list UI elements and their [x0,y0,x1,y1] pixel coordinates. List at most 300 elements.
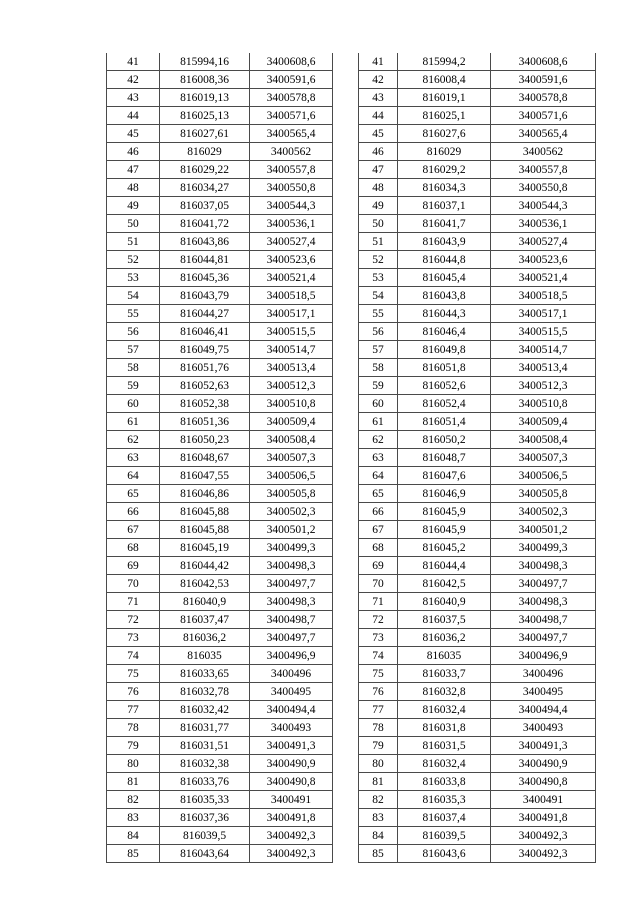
x-coordinate-cell: 816052,38 [160,395,250,413]
y-coordinate-cell: 3400578,8 [250,89,333,107]
point-number-cell: 45 [359,125,398,143]
left-table-row [107,665,333,683]
left-table-row [107,701,333,719]
x-coordinate-cell: 816031,8 [398,719,491,737]
right-table-row [359,809,596,827]
y-coordinate-cell: 3400562 [250,143,333,161]
left-table-row [107,629,333,647]
right-table-row [359,791,596,809]
y-coordinate-cell: 3400491,8 [250,809,333,827]
x-coordinate-cell: 816044,4 [398,557,491,575]
x-coordinate-cell: 816040,9 [398,593,491,611]
left-table-row [107,827,333,845]
y-coordinate-cell: 3400490,8 [491,773,596,791]
y-coordinate-cell: 3400544,3 [491,197,596,215]
right-table-row [359,413,596,431]
y-coordinate-cell: 3400496,9 [250,647,333,665]
right-table-row [359,215,596,233]
x-coordinate-cell: 816032,38 [160,755,250,773]
x-coordinate-cell: 816045,9 [398,503,491,521]
point-number-cell: 48 [359,179,398,197]
point-number-cell: 53 [107,269,160,287]
x-coordinate-cell: 816033,8 [398,773,491,791]
x-coordinate-cell: 816043,86 [160,233,250,251]
left-table-row [107,395,333,413]
y-coordinate-cell: 3400518,5 [250,287,333,305]
point-number-cell: 51 [107,233,160,251]
point-number-cell: 72 [359,611,398,629]
left-table-row [107,449,333,467]
right-table-row [359,269,596,287]
x-coordinate-cell: 816047,6 [398,467,491,485]
y-coordinate-cell: 3400571,6 [250,107,333,125]
y-coordinate-cell: 3400501,2 [491,521,596,539]
point-number-cell: 46 [359,143,398,161]
point-number-cell: 66 [359,503,398,521]
left-table-row [107,773,333,791]
left-table-row [107,53,333,71]
y-coordinate-cell: 3400523,6 [250,251,333,269]
y-coordinate-cell: 3400513,4 [491,359,596,377]
x-coordinate-cell: 816032,8 [398,683,491,701]
y-coordinate-cell: 3400544,3 [250,197,333,215]
x-coordinate-cell: 816025,13 [160,107,250,125]
y-coordinate-cell: 3400536,1 [250,215,333,233]
point-number-cell: 50 [359,215,398,233]
right-table-row [359,449,596,467]
right-table-row [359,575,596,593]
point-number-cell: 69 [359,557,398,575]
y-coordinate-cell: 3400490,9 [250,755,333,773]
point-number-cell: 45 [107,125,160,143]
left-table-row [107,89,333,107]
y-coordinate-cell: 3400517,1 [250,305,333,323]
y-coordinate-cell: 3400527,4 [250,233,333,251]
x-coordinate-cell: 816029 [398,143,491,161]
x-coordinate-cell: 816045,19 [160,539,250,557]
right-table-row [359,161,596,179]
point-number-cell: 78 [359,719,398,737]
left-table-row [107,287,333,305]
right-table-row [359,305,596,323]
left-table-row [107,179,333,197]
point-number-cell: 57 [107,341,160,359]
y-coordinate-cell: 3400497,7 [250,575,333,593]
y-coordinate-cell: 3400505,8 [491,485,596,503]
y-coordinate-cell: 3400550,8 [491,179,596,197]
point-number-cell: 52 [107,251,160,269]
y-coordinate-cell: 3400608,6 [250,53,333,71]
left-table-row [107,521,333,539]
y-coordinate-cell: 3400510,8 [491,395,596,413]
x-coordinate-cell: 816027,61 [160,125,250,143]
point-number-cell: 74 [359,647,398,665]
x-coordinate-cell: 816045,88 [160,503,250,521]
point-number-cell: 70 [107,575,160,593]
y-coordinate-cell: 3400571,6 [491,107,596,125]
point-number-cell: 82 [359,791,398,809]
x-coordinate-cell: 816045,88 [160,521,250,539]
x-coordinate-cell: 816046,4 [398,323,491,341]
x-coordinate-cell: 816032,78 [160,683,250,701]
point-number-cell: 54 [107,287,160,305]
point-number-cell: 49 [107,197,160,215]
right-table-row [359,755,596,773]
y-coordinate-cell: 3400491,8 [491,809,596,827]
y-coordinate-cell: 3400512,3 [250,377,333,395]
x-coordinate-cell: 816029,2 [398,161,491,179]
left-table-row [107,791,333,809]
point-number-cell: 46 [107,143,160,161]
right-table-row [359,89,596,107]
left-table-row [107,809,333,827]
right-table-row [359,557,596,575]
x-coordinate-cell: 816032,42 [160,701,250,719]
right-table-row [359,143,596,161]
x-coordinate-cell: 816044,42 [160,557,250,575]
point-number-cell: 85 [107,845,160,863]
x-coordinate-cell: 816035 [160,647,250,665]
point-number-cell: 64 [107,467,160,485]
x-coordinate-cell: 816035,3 [398,791,491,809]
point-number-cell: 65 [359,485,398,503]
y-coordinate-cell: 3400498,7 [491,611,596,629]
point-number-cell: 81 [107,773,160,791]
x-coordinate-cell: 816034,27 [160,179,250,197]
x-coordinate-cell: 816052,63 [160,377,250,395]
y-coordinate-cell: 3400591,6 [491,71,596,89]
x-coordinate-cell: 816046,9 [398,485,491,503]
left-table-row [107,467,333,485]
point-number-cell: 77 [359,701,398,719]
right-table-row [359,827,596,845]
left-table-row [107,233,333,251]
y-coordinate-cell: 3400518,5 [491,287,596,305]
x-coordinate-cell: 816045,36 [160,269,250,287]
point-number-cell: 83 [359,809,398,827]
left-table-row [107,305,333,323]
left-table-row [107,575,333,593]
point-number-cell: 50 [107,215,160,233]
y-coordinate-cell: 3400527,4 [491,233,596,251]
left-table-row [107,503,333,521]
y-coordinate-cell: 3400508,4 [491,431,596,449]
x-coordinate-cell: 816048,67 [160,449,250,467]
y-coordinate-cell: 3400491 [250,791,333,809]
point-number-cell: 75 [107,665,160,683]
x-coordinate-cell: 816043,8 [398,287,491,305]
point-number-cell: 62 [359,431,398,449]
y-coordinate-cell: 3400495 [491,683,596,701]
point-number-cell: 44 [107,107,160,125]
x-coordinate-cell: 816044,3 [398,305,491,323]
right-table-row [359,485,596,503]
right-table-row [359,107,596,125]
right-table-row [359,323,596,341]
point-number-cell: 52 [359,251,398,269]
point-number-cell: 59 [359,377,398,395]
x-coordinate-cell: 816045,4 [398,269,491,287]
x-coordinate-cell: 816050,2 [398,431,491,449]
point-number-cell: 42 [107,71,160,89]
y-coordinate-cell: 3400497,7 [491,629,596,647]
point-number-cell: 58 [359,359,398,377]
x-coordinate-cell: 815994,2 [398,53,491,71]
left-table-row [107,413,333,431]
y-coordinate-cell: 3400506,5 [491,467,596,485]
x-coordinate-cell: 816045,2 [398,539,491,557]
right-coordinates-table [358,53,596,863]
y-coordinate-cell: 3400494,4 [250,701,333,719]
left-table-row [107,539,333,557]
y-coordinate-cell: 3400521,4 [491,269,596,287]
point-number-cell: 72 [107,611,160,629]
y-coordinate-cell: 3400565,4 [250,125,333,143]
y-coordinate-cell: 3400515,5 [491,323,596,341]
x-coordinate-cell: 816033,76 [160,773,250,791]
y-coordinate-cell: 3400495 [250,683,333,701]
point-number-cell: 42 [359,71,398,89]
y-coordinate-cell: 3400498,3 [250,593,333,611]
x-coordinate-cell: 816050,23 [160,431,250,449]
y-coordinate-cell: 3400498,3 [491,593,596,611]
point-number-cell: 69 [107,557,160,575]
x-coordinate-cell: 816045,9 [398,521,491,539]
point-number-cell: 85 [359,845,398,863]
x-coordinate-cell: 816019,13 [160,89,250,107]
x-coordinate-cell: 816037,1 [398,197,491,215]
right-table-row [359,629,596,647]
y-coordinate-cell: 3400496,9 [491,647,596,665]
point-number-cell: 76 [359,683,398,701]
y-coordinate-cell: 3400501,2 [250,521,333,539]
right-table-row [359,377,596,395]
point-number-cell: 47 [359,161,398,179]
right-table-row [359,179,596,197]
x-coordinate-cell: 816029 [160,143,250,161]
y-coordinate-cell: 3400490,9 [491,755,596,773]
x-coordinate-cell: 816052,6 [398,377,491,395]
y-coordinate-cell: 3400512,3 [491,377,596,395]
x-coordinate-cell: 816034,3 [398,179,491,197]
x-coordinate-cell: 816046,86 [160,485,250,503]
y-coordinate-cell: 3400562 [491,143,596,161]
y-coordinate-cell: 3400514,7 [491,341,596,359]
point-number-cell: 61 [107,413,160,431]
x-coordinate-cell: 816046,41 [160,323,250,341]
y-coordinate-cell: 3400515,5 [250,323,333,341]
x-coordinate-cell: 816042,5 [398,575,491,593]
point-number-cell: 80 [107,755,160,773]
point-number-cell: 67 [107,521,160,539]
right-table-row [359,467,596,485]
x-coordinate-cell: 816033,65 [160,665,250,683]
point-number-cell: 74 [107,647,160,665]
point-number-cell: 60 [359,395,398,413]
x-coordinate-cell: 816051,36 [160,413,250,431]
point-number-cell: 55 [107,305,160,323]
point-number-cell: 67 [359,521,398,539]
right-table-row [359,431,596,449]
point-number-cell: 80 [359,755,398,773]
point-number-cell: 59 [107,377,160,395]
x-coordinate-cell: 816008,4 [398,71,491,89]
point-number-cell: 71 [359,593,398,611]
x-coordinate-cell: 816051,76 [160,359,250,377]
y-coordinate-cell: 3400514,7 [250,341,333,359]
right-table-row [359,845,596,863]
point-number-cell: 57 [359,341,398,359]
x-coordinate-cell: 816044,8 [398,251,491,269]
x-coordinate-cell: 816027,6 [398,125,491,143]
left-table-row [107,647,333,665]
point-number-cell: 84 [359,827,398,845]
point-number-cell: 62 [107,431,160,449]
x-coordinate-cell: 816049,75 [160,341,250,359]
left-table-row [107,737,333,755]
y-coordinate-cell: 3400492,3 [491,845,596,863]
right-table-row [359,701,596,719]
right-table-row [359,521,596,539]
y-coordinate-cell: 3400493 [250,719,333,737]
y-coordinate-cell: 3400521,4 [250,269,333,287]
x-coordinate-cell: 816031,5 [398,737,491,755]
x-coordinate-cell: 816035 [398,647,491,665]
right-table-row [359,539,596,557]
right-table-row [359,593,596,611]
x-coordinate-cell: 816047,55 [160,467,250,485]
left-table-row [107,107,333,125]
x-coordinate-cell: 816031,51 [160,737,250,755]
point-number-cell: 53 [359,269,398,287]
point-number-cell: 73 [359,629,398,647]
point-number-cell: 63 [107,449,160,467]
x-coordinate-cell: 816037,05 [160,197,250,215]
y-coordinate-cell: 3400517,1 [491,305,596,323]
x-coordinate-cell: 816041,7 [398,215,491,233]
point-number-cell: 41 [107,53,160,71]
y-coordinate-cell: 3400498,3 [491,557,596,575]
y-coordinate-cell: 3400509,4 [491,413,596,431]
x-coordinate-cell: 816043,79 [160,287,250,305]
x-coordinate-cell: 816031,77 [160,719,250,737]
x-coordinate-cell: 816037,4 [398,809,491,827]
x-coordinate-cell: 816019,1 [398,89,491,107]
y-coordinate-cell: 3400608,6 [491,53,596,71]
y-coordinate-cell: 3400499,3 [491,539,596,557]
y-coordinate-cell: 3400513,4 [250,359,333,377]
right-table-row [359,395,596,413]
point-number-cell: 75 [359,665,398,683]
y-coordinate-cell: 3400496 [250,665,333,683]
left-table-row [107,719,333,737]
x-coordinate-cell: 816033,7 [398,665,491,683]
left-table-row [107,323,333,341]
point-number-cell: 61 [359,413,398,431]
left-table-row [107,845,333,863]
point-number-cell: 66 [107,503,160,521]
y-coordinate-cell: 3400578,8 [491,89,596,107]
point-number-cell: 83 [107,809,160,827]
left-table-row [107,557,333,575]
y-coordinate-cell: 3400510,8 [250,395,333,413]
x-coordinate-cell: 816008,36 [160,71,250,89]
y-coordinate-cell: 3400505,8 [250,485,333,503]
y-coordinate-cell: 3400491,3 [250,737,333,755]
y-coordinate-cell: 3400491,3 [491,737,596,755]
point-number-cell: 73 [107,629,160,647]
right-table-row [359,125,596,143]
right-table-row [359,737,596,755]
x-coordinate-cell: 816044,81 [160,251,250,269]
left-table-row [107,161,333,179]
y-coordinate-cell: 3400498,7 [250,611,333,629]
y-coordinate-cell: 3400507,3 [491,449,596,467]
point-number-cell: 56 [359,323,398,341]
y-coordinate-cell: 3400499,3 [250,539,333,557]
left-table-row [107,377,333,395]
point-number-cell: 44 [359,107,398,125]
right-table-row [359,251,596,269]
point-number-cell: 58 [107,359,160,377]
y-coordinate-cell: 3400557,8 [250,161,333,179]
y-coordinate-cell: 3400492,3 [250,827,333,845]
point-number-cell: 77 [107,701,160,719]
y-coordinate-cell: 3400502,3 [250,503,333,521]
point-number-cell: 54 [359,287,398,305]
x-coordinate-cell: 816032,4 [398,755,491,773]
left-table-row [107,485,333,503]
point-number-cell: 79 [107,737,160,755]
y-coordinate-cell: 3400497,7 [491,575,596,593]
y-coordinate-cell: 3400493 [491,719,596,737]
x-coordinate-cell: 816043,9 [398,233,491,251]
y-coordinate-cell: 3400536,1 [491,215,596,233]
y-coordinate-cell: 3400498,3 [250,557,333,575]
right-table-row [359,611,596,629]
x-coordinate-cell: 816051,4 [398,413,491,431]
x-coordinate-cell: 816043,64 [160,845,250,863]
right-table-row [359,683,596,701]
point-number-cell: 55 [359,305,398,323]
point-number-cell: 48 [107,179,160,197]
point-number-cell: 63 [359,449,398,467]
left-table-row [107,197,333,215]
y-coordinate-cell: 3400490,8 [250,773,333,791]
left-table-row [107,359,333,377]
right-table-row [359,665,596,683]
x-coordinate-cell: 816036,2 [160,629,250,647]
point-number-cell: 78 [107,719,160,737]
x-coordinate-cell: 816052,4 [398,395,491,413]
point-number-cell: 68 [359,539,398,557]
left-table-row [107,611,333,629]
y-coordinate-cell: 3400506,5 [250,467,333,485]
x-coordinate-cell: 816049,8 [398,341,491,359]
point-number-cell: 71 [107,593,160,611]
point-number-cell: 82 [107,791,160,809]
x-coordinate-cell: 816048,7 [398,449,491,467]
left-table-row [107,683,333,701]
right-table-row [359,287,596,305]
x-coordinate-cell: 816025,1 [398,107,491,125]
x-coordinate-cell: 816036,2 [398,629,491,647]
y-coordinate-cell: 3400565,4 [491,125,596,143]
point-number-cell: 43 [107,89,160,107]
point-number-cell: 76 [107,683,160,701]
x-coordinate-cell: 816037,5 [398,611,491,629]
point-number-cell: 70 [359,575,398,593]
